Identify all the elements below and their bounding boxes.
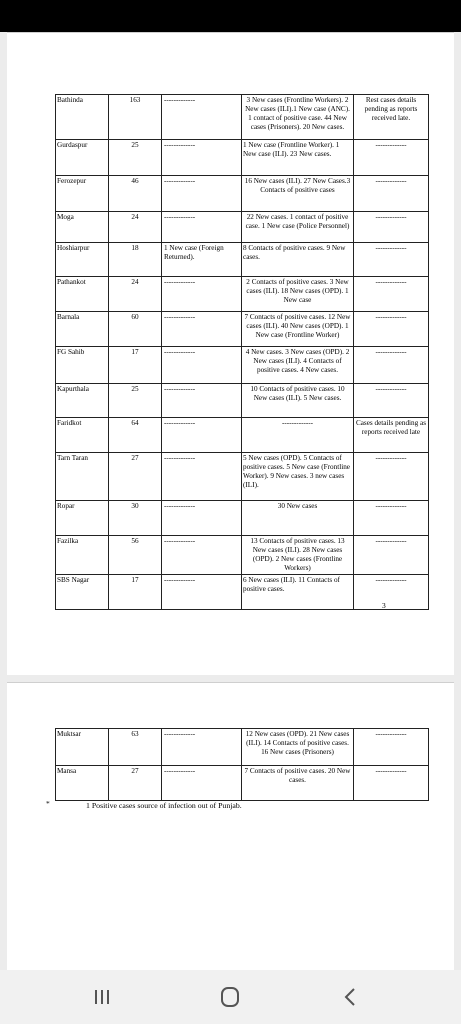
remarks-cell: ------------- bbox=[354, 176, 429, 212]
district-cell: Muktsar bbox=[56, 729, 109, 766]
table-row bbox=[56, 212, 429, 243]
table-row bbox=[56, 384, 429, 418]
district-cell: Fazilka bbox=[56, 536, 109, 575]
imported-cases-cell: ------------- bbox=[162, 766, 242, 801]
remarks-cell: ------------- bbox=[354, 501, 429, 536]
cases-table-page-1 bbox=[55, 94, 429, 610]
table-row bbox=[56, 95, 429, 140]
imported-cases-cell: ------------- bbox=[162, 140, 242, 176]
local-cases-cell: 2 Contacts of positive cases. 3 New cases (ILI). 18 New cases (OPD). 1 New case bbox=[242, 277, 354, 312]
footnote-text: 1 Positive cases source of infection out of Punjab. bbox=[86, 801, 242, 810]
count-cell: 64 bbox=[109, 418, 162, 453]
local-cases-cell: 3 New cases (Frontline Workers). 2 New cases (ILI).1 New case (ANC). 1 contact of positive case. 44 New cases (Prisoners). 20 New cases. bbox=[242, 95, 354, 140]
imported-cases-cell: ------------- bbox=[162, 212, 242, 243]
imported-cases-cell: ------------- bbox=[162, 453, 242, 501]
district-cell: FG Sahib bbox=[56, 347, 109, 384]
table-row bbox=[56, 501, 429, 536]
count-cell: 18 bbox=[109, 243, 162, 277]
imported-cases-cell: ------------- bbox=[162, 176, 242, 212]
district-cell: Mansa bbox=[56, 766, 109, 801]
remarks-cell: ------------- bbox=[354, 277, 429, 312]
table-row bbox=[56, 418, 429, 453]
local-cases-cell: 30 New cases bbox=[242, 501, 354, 536]
district-cell: Pathankot bbox=[56, 277, 109, 312]
imported-cases-cell: ------------- bbox=[162, 418, 242, 453]
count-cell: 163 bbox=[109, 95, 162, 140]
table-row bbox=[56, 347, 429, 384]
imported-cases-cell: ------------- bbox=[162, 347, 242, 384]
remarks-cell: ------------- bbox=[354, 575, 429, 610]
page-divider bbox=[7, 32, 454, 33]
recent-apps-icon[interactable] bbox=[88, 984, 116, 1010]
cases-table-page-2 bbox=[55, 728, 429, 801]
count-cell: 60 bbox=[109, 312, 162, 347]
table-row bbox=[56, 312, 429, 347]
district-cell: Kapurthala bbox=[56, 384, 109, 418]
table-row bbox=[56, 766, 429, 801]
navigation-bar bbox=[0, 970, 461, 1024]
local-cases-cell: 4 New cases. 3 New cases (OPD). 2 New cases (ILI). 4 Contacts of positive cases. 4 New cases. bbox=[242, 347, 354, 384]
count-cell: 27 bbox=[109, 453, 162, 501]
remarks-cell: ------------- bbox=[354, 212, 429, 243]
local-cases-cell: 7 Contacts of positive cases. 12 New cases (ILI). 40 New cases (OPD). 1 New case (Frontline Worker) bbox=[242, 312, 354, 347]
district-cell: Hoshiarpur bbox=[56, 243, 109, 277]
imported-cases-cell: ------------- bbox=[162, 729, 242, 766]
count-cell: 25 bbox=[109, 140, 162, 176]
document-page-2 bbox=[7, 682, 454, 970]
imported-cases-cell: 1 New case (Foreign Returned). bbox=[162, 243, 242, 277]
count-cell: 24 bbox=[109, 212, 162, 243]
page-divider bbox=[7, 682, 454, 683]
local-cases-cell: 7 Contacts of positive cases. 20 New cases. bbox=[242, 766, 354, 801]
count-cell: 24 bbox=[109, 277, 162, 312]
count-cell: 27 bbox=[109, 766, 162, 801]
remarks-cell: ------------- bbox=[354, 312, 429, 347]
district-cell: Barnala bbox=[56, 312, 109, 347]
imported-cases-cell: ------------- bbox=[162, 312, 242, 347]
local-cases-cell: ------------- bbox=[242, 418, 354, 453]
district-cell: Faridkot bbox=[56, 418, 109, 453]
page-number: 3 bbox=[382, 601, 386, 610]
imported-cases-cell: ------------- bbox=[162, 95, 242, 140]
count-cell: 17 bbox=[109, 575, 162, 610]
table-row bbox=[56, 243, 429, 277]
back-icon[interactable] bbox=[336, 984, 364, 1010]
imported-cases-cell: ------------- bbox=[162, 277, 242, 312]
imported-cases-cell: ------------- bbox=[162, 575, 242, 610]
remarks-cell: ------------- bbox=[354, 140, 429, 176]
footnote-marker: * bbox=[46, 799, 50, 808]
count-cell: 25 bbox=[109, 384, 162, 418]
local-cases-cell: 6 New cases (ILI). 11 Contacts of positive cases. bbox=[242, 575, 354, 610]
district-cell: Bathinda bbox=[56, 95, 109, 140]
district-cell: Tarn Taran bbox=[56, 453, 109, 501]
local-cases-cell: 22 New cases. 1 contact of positive case. 1 New case (Police Personnel) bbox=[242, 212, 354, 243]
table-row bbox=[56, 536, 429, 575]
status-bar bbox=[0, 0, 461, 32]
count-cell: 17 bbox=[109, 347, 162, 384]
remarks-cell: ------------- bbox=[354, 729, 429, 766]
remarks-cell: ------------- bbox=[354, 766, 429, 801]
table-row bbox=[56, 453, 429, 501]
remarks-cell: ------------- bbox=[354, 243, 429, 277]
remarks-cell: ------------- bbox=[354, 453, 429, 501]
count-cell: 56 bbox=[109, 536, 162, 575]
count-cell: 46 bbox=[109, 176, 162, 212]
table-row bbox=[56, 140, 429, 176]
count-cell: 63 bbox=[109, 729, 162, 766]
table-row bbox=[56, 277, 429, 312]
district-cell: Moga bbox=[56, 212, 109, 243]
imported-cases-cell: ------------- bbox=[162, 384, 242, 418]
district-cell: Ferozepur bbox=[56, 176, 109, 212]
home-icon[interactable] bbox=[216, 984, 244, 1010]
remarks-cell: ------------- bbox=[354, 347, 429, 384]
local-cases-cell: 5 New cases (OPD). 5 Contacts of positive cases. 5 New case (Frontline Worker). 9 New cases. 3 new cases (ILI). bbox=[242, 453, 354, 501]
remarks-cell: Rest cases details pending as reports received late. bbox=[354, 95, 429, 140]
district-cell: Gurdaspur bbox=[56, 140, 109, 176]
table-row bbox=[56, 575, 429, 610]
imported-cases-cell: ------------- bbox=[162, 536, 242, 575]
table-row bbox=[56, 176, 429, 212]
local-cases-cell: 16 New cases (ILI). 27 New Cases.3 Contacts of positive cases bbox=[242, 176, 354, 212]
count-cell: 30 bbox=[109, 501, 162, 536]
local-cases-cell: 12 New cases (OPD). 21 New cases (ILI). 14 Contacts of positive cases. 16 New cases (Prisoners) bbox=[242, 729, 354, 766]
imported-cases-cell: ------------- bbox=[162, 501, 242, 536]
district-cell: SBS Nagar bbox=[56, 575, 109, 610]
local-cases-cell: 8 Contacts of positive cases. 9 New cases. bbox=[242, 243, 354, 277]
remarks-cell: ------------- bbox=[354, 536, 429, 575]
remarks-cell: ------------- bbox=[354, 384, 429, 418]
local-cases-cell: 10 Contacts of positive cases. 10 New cases (ILI). 5 New cases. bbox=[242, 384, 354, 418]
local-cases-cell: 13 Contacts of positive cases. 13 New cases (ILI). 28 New cases (OPD). 2 New cases (Frontline Workers) bbox=[242, 536, 354, 575]
table-row bbox=[56, 729, 429, 766]
remarks-cell: Cases details pending as reports received late bbox=[354, 418, 429, 453]
district-cell: Ropar bbox=[56, 501, 109, 536]
local-cases-cell: 1 New case (Frontline Worker). 1 New case (ILI). 23 New cases. bbox=[242, 140, 354, 176]
